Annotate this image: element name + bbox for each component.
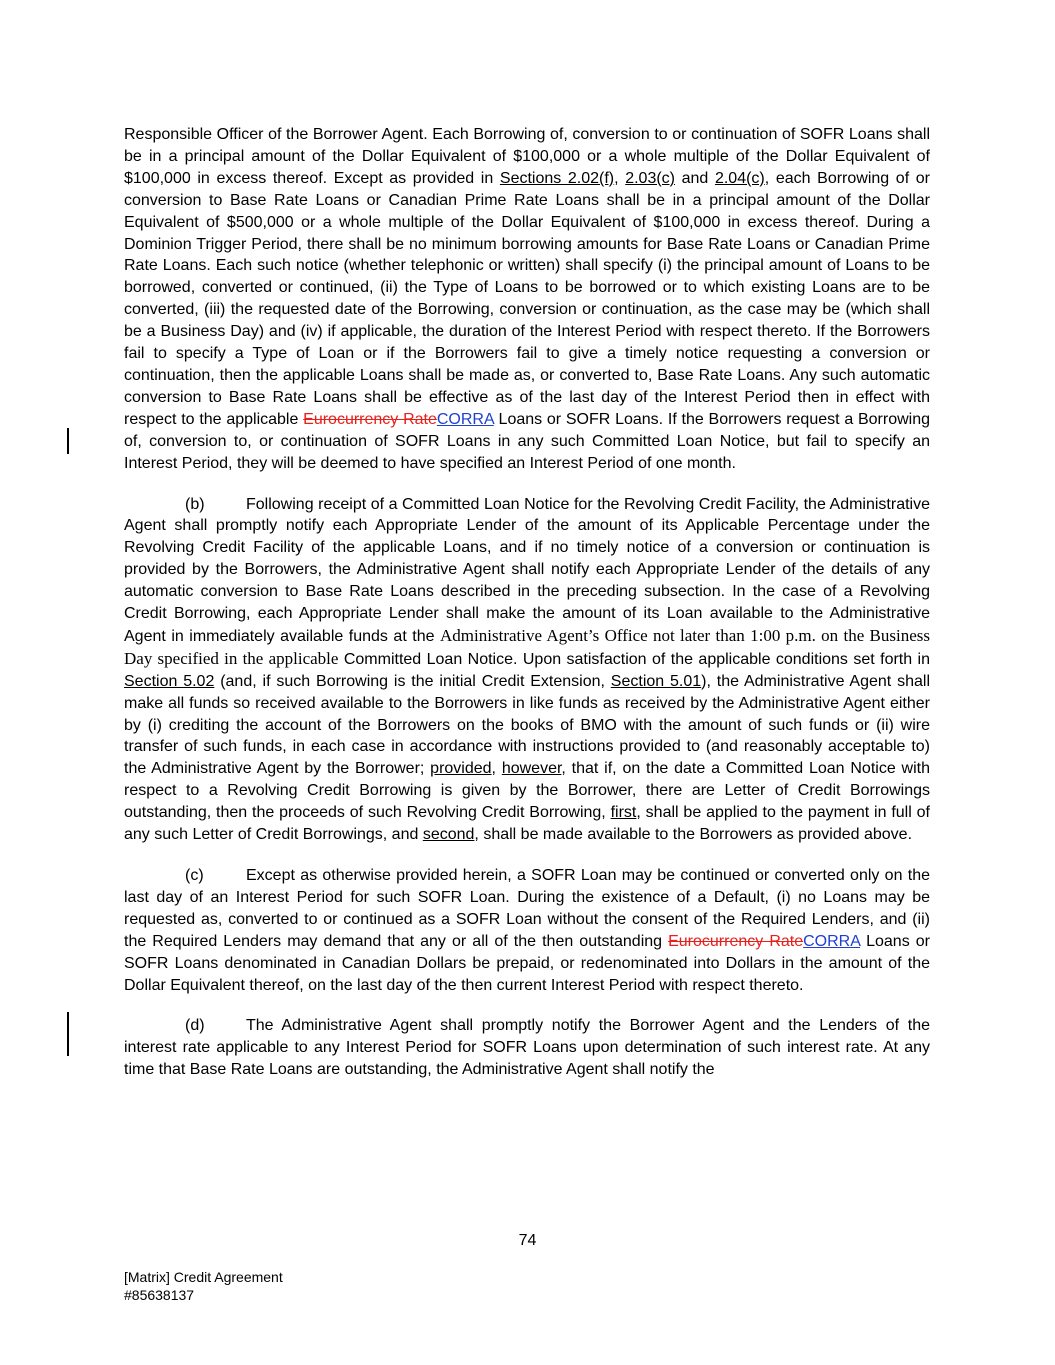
paragraph-text: Loans or SOFR Loans. If the Borrowers request a Borrowing of, conversion to, or continuation of SOFR Loans in any such Committed Loan Notice, but fail to specify an Interest Period, they will be deemed to have specified an Interest Period of one month. <box>124 410 931 472</box>
subsection-label: (c) <box>185 867 204 884</box>
subsection-label: (b) <box>185 495 205 513</box>
paragraph-text-serif: Administrative Agent’s Office not later than 1:00 p.m. on the Business Day specified in the applicable <box>124 625 930 668</box>
paragraph-text: , that if, on the date a Committed Loan Notice with respect to a Revolving Credit Borrowing is given by the Borrower, there are Letter of Credit Borrowings outstanding, then the proceeds of such Revolving Credit Borrowing, <box>124 760 930 822</box>
deleted-text: Eurocurrency Rate <box>668 932 804 950</box>
paragraph-text: , shall be made available to the Borrowers as provided above. <box>474 826 913 844</box>
change-bar <box>67 1012 69 1056</box>
footer-document-id: #85638137 <box>124 1287 195 1303</box>
paragraph-text: The Administrative Agent shall promptly notify the Borrower Agent and the Lenders of the interest rate applicable to any Interest Period for SOFR Loans upon determination of such interest rate. At any time that Base Rate Loans are outstanding, the Administrative Agent shall notify the <box>124 1017 930 1079</box>
paragraph-text: (and, if such Borrowing is the initial Credit Extension, <box>214 672 611 690</box>
paragraph-text: and <box>675 169 715 187</box>
subsection-label: (d) <box>185 1017 205 1035</box>
inserted-text: CORRA <box>436 410 494 428</box>
change-bar <box>67 428 69 454</box>
paragraph-text: Loans or SOFR Loans denominated in Canadian Dollars be prepaid, or redenominated into Dollars in the amount of the Dollar Equivalent thereof, on the last day of the then current Interest Period with respect thereto. <box>124 932 930 994</box>
deleted-text: Eurocurrency Rate <box>303 410 437 428</box>
paragraph-b <box>124 494 930 847</box>
paragraph-text: Except as otherwise provided herein, a SOFR Loan may be continued or converted only on the last day of an Interest Period for such SOFR Loan. During the existence of a Default, (i) no Loans may be requested as, converted to or continued as a SOFR Loan without the consent of the Required Lenders, and (ii) the Required Lenders may demand that any or all of the then outstanding <box>124 867 930 950</box>
paragraph-text: ), the Administrative Agent shall make all funds so received available to the Borrowers in like funds as received by the Administrative Agent either by (i) crediting the account of the Borrowers on the books of BMO with the amount of such funds or (ii) wire transfer of such funds, in each case in accordance with instructions provided to (and reasonably acceptable to) the Administrative Agent by the Borrower; <box>124 672 930 778</box>
paragraph-d <box>124 1015 930 1081</box>
paragraph-text: , <box>491 760 502 778</box>
paragraph-text: , <box>614 169 626 187</box>
section-reference: 2.04(c) <box>714 169 765 187</box>
inserted-text: CORRA <box>803 932 861 950</box>
paragraph-c <box>124 865 930 996</box>
paragraph-text: Responsible Officer of the Borrower Agent. Each Borrowing of, conversion to or continuation of SOFR Loans shall be in a principal amount of the Dollar Equivalent of $100,000 or a whole multiple of the Dollar Equivalent of $100,000 in excess thereof. Except as provided in <box>124 126 930 187</box>
underlined-term: second <box>422 826 475 844</box>
section-reference: Sections 2.02(f) <box>499 169 615 187</box>
underlined-term: first <box>610 804 637 822</box>
paragraph-continuation <box>124 124 930 475</box>
section-reference: Section 5.02 <box>124 672 215 690</box>
paragraph-text: Following receipt of a Committed Loan Notice for the Revolving Credit Facility, the Administrative Agent shall promptly notify each Appropriate Lender of the amount of its Applicable Percentage under the Revolving Credit Facility of the applicable Loans, and if no timely notice of a conversion or continuation is provided by the Borrowers, the Administrative Agent shall notify each Appropriate Lender of the details of any automatic conversion to Base Rate Loans described in the preceding subsection. In the case of a Revolving Credit Borrowing, each Appropriate Lender shall make the amount of its Loan available to the Administrative Agent in immediately available funds at the <box>124 495 930 645</box>
underlined-term: however <box>501 760 562 778</box>
document-body <box>124 124 930 1100</box>
underlined-term: provided <box>430 760 492 778</box>
paragraph-text: , shall be applied to the payment in full of any such Letter of Credit Borrowings, and <box>124 804 930 844</box>
paragraph-text: Committed Loan Notice. Upon satisfaction of the applicable conditions set forth in <box>338 650 931 668</box>
section-reference: 2.03(c) <box>625 169 675 187</box>
footer <box>124 1268 283 1304</box>
page-number: 74 <box>518 1232 537 1249</box>
section-reference: Section 5.01 <box>610 672 702 690</box>
paragraph-text: , each Borrowing of or conversion to Base Rate Loans or Canadian Prime Rate Loans shall be in a principal amount of the Dollar Equivalent of $500,000 or a whole multiple of the Dollar Equivalent of $100,000 in excess thereof. During a Dominion Trigger Period, there shall be no minimum borrowing amounts for Base Rate Loans or Canadian Prime Rate Loans. Each such notice (whether telephonic or written) shall specify (i) the principal amount of Loans to be borrowed, converted or continued, (ii) the Type of Loans to be borrowed or to which existing Loans are to be converted, (iii) the requested date of the Borrowing, conversion or continuation, as the case may be (which shall be a Business Day) and (iv) if applicable, the duration of the Interest Period with respect thereto. If the Borrowers fail to specify a Type of Loan or if the Borrowers fail to give a timely notice requesting a conversion or continuation, then the applicable Loans shall be made as, or converted to, Base Rate Loans. Any such automatic conversion to Base Rate Loans shall be effective as of the last day of the Interest Period then in effect with respect to the applicable <box>124 169 930 428</box>
footer-document-title: [Matrix] Credit Agreement <box>124 1269 283 1285</box>
